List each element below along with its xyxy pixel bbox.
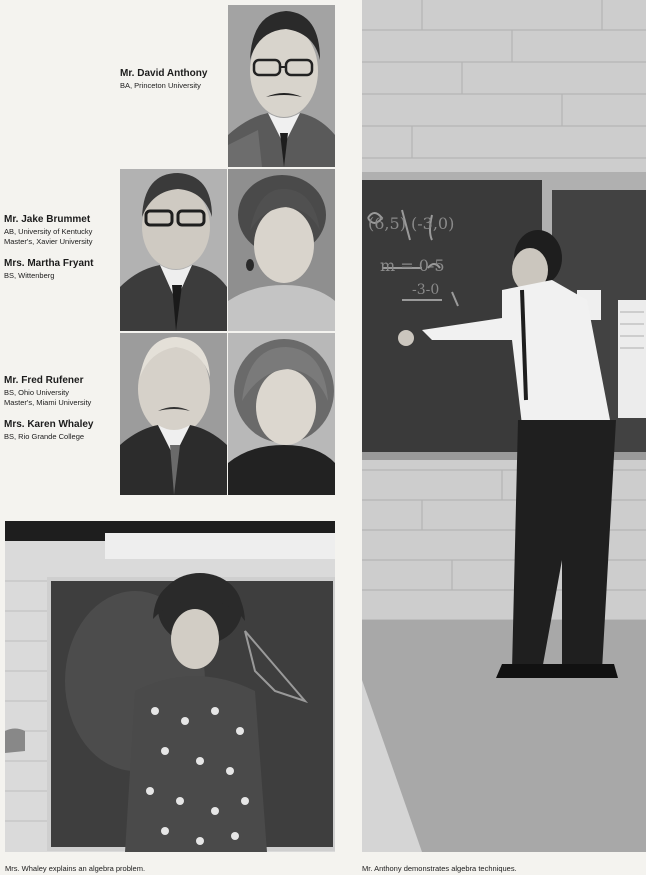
portrait-photo-brummet: [120, 169, 227, 331]
portrait-photo-anthony: [228, 5, 335, 167]
faculty-credential-fryant: BS, Wittenberg: [4, 271, 55, 280]
chalkboard-line-1: (6,5) (-3,0): [368, 214, 455, 233]
faculty-credential-anthony: BA, Princeton University: [120, 81, 201, 90]
faculty-credential-whaley: BS, Rio Grande College: [4, 432, 85, 441]
chalkboard-line-2: m = 0-5: [380, 256, 445, 275]
faculty-name-rufener: Mr. Fred Rufener: [4, 375, 84, 386]
portrait-photo-whaley: [228, 333, 335, 495]
caption-right: Mr. Anthony demonstrates algebra techniques.: [362, 864, 517, 873]
caption-left: Mrs. Whaley explains an algebra problem.: [5, 864, 146, 873]
classroom-photo-anthony: [362, 0, 646, 852]
faculty-name-whaley: Mrs. Karen Whaley: [4, 419, 94, 430]
chalkboard-line-3: -3-0: [412, 282, 440, 298]
faculty-name-anthony: Mr. David Anthony: [120, 68, 208, 79]
faculty-credential-rufener-2: Master's, Miami University: [4, 398, 92, 407]
faculty-name-brummet: Mr. Jake Brummet: [4, 214, 91, 225]
portrait-photo-rufener: [120, 333, 227, 495]
classroom-photo-whaley: [5, 521, 335, 852]
faculty-credential-brummet-1: AB, University of Kentucky: [4, 227, 93, 236]
faculty-name-fryant: Mrs. Martha Fryant: [4, 258, 94, 269]
faculty-credential-brummet-2: Master's, Xavier University: [4, 237, 93, 246]
faculty-credential-rufener-1: BS, Ohio University: [4, 388, 70, 397]
portrait-photo-fryant: [228, 169, 335, 331]
